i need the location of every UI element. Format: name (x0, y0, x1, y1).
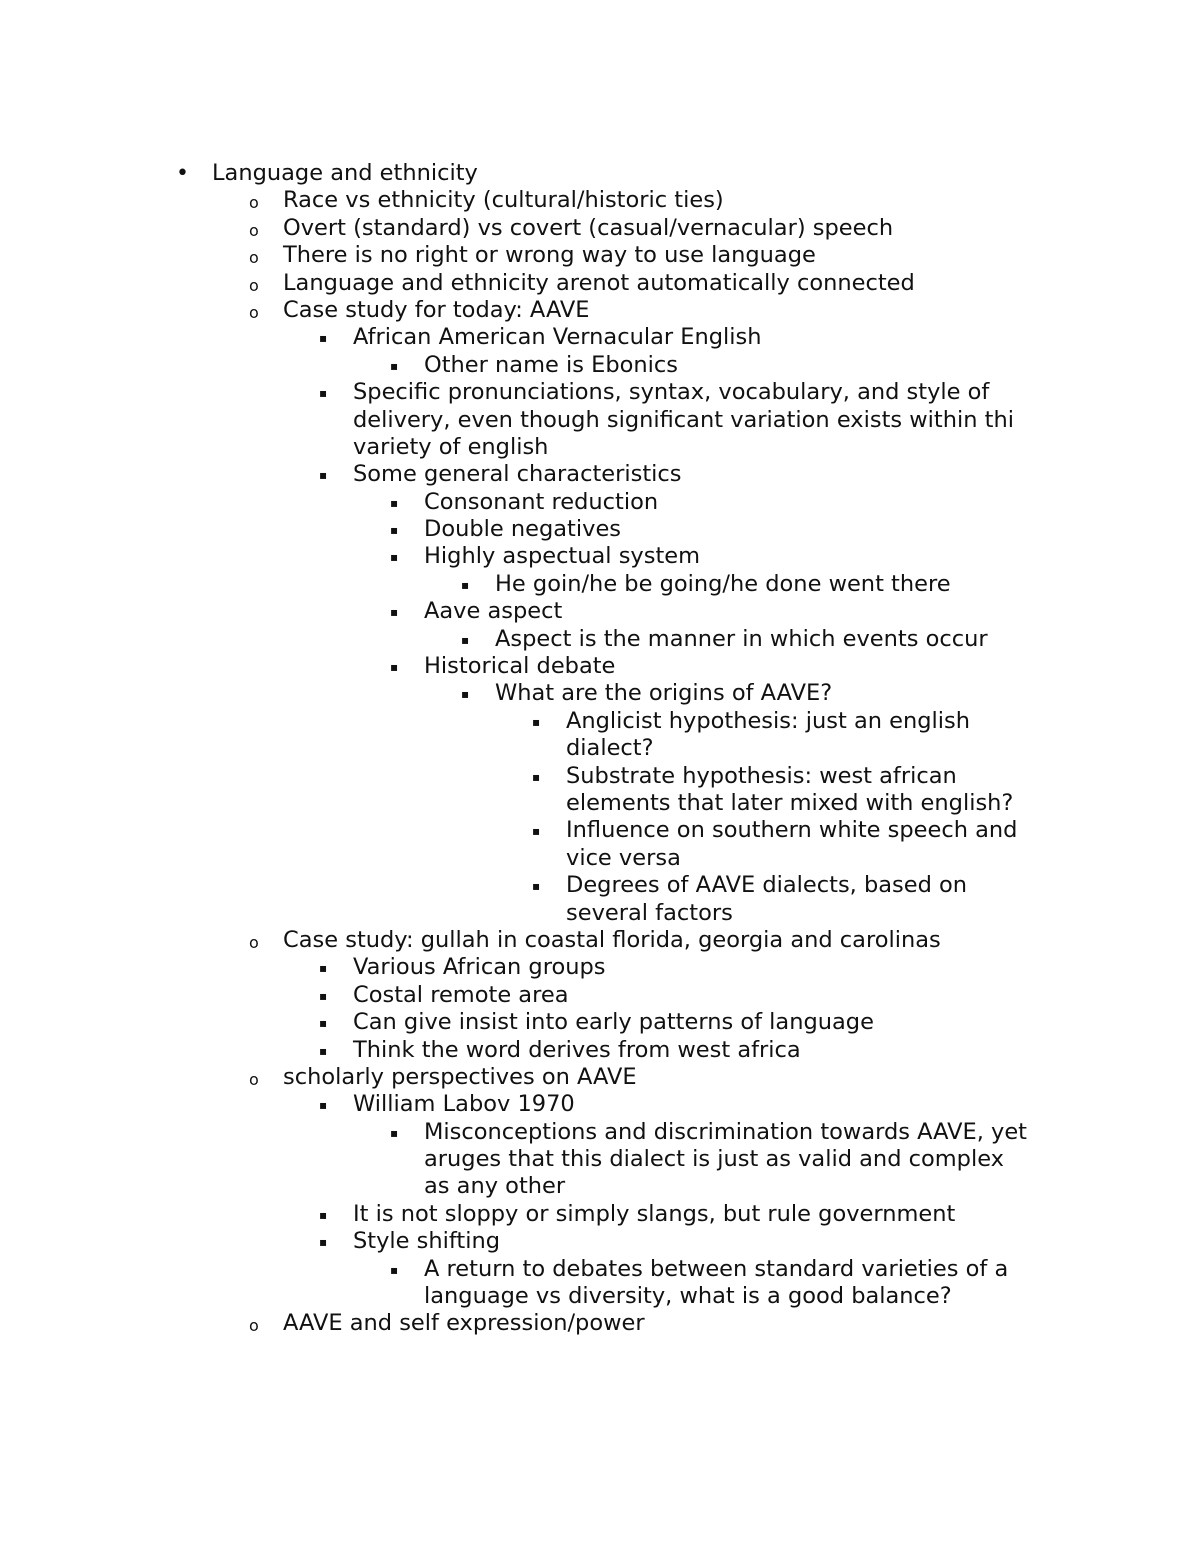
list-item (0, 708, 1200, 735)
list-item-text: Think the word derives from west africa (353, 1036, 801, 1063)
list-item-text: A return to debates between standard varieties of a (424, 1255, 1009, 1282)
bullet-marker: o (249, 275, 259, 295)
bullet-marker: ▪ (319, 331, 328, 346)
list-item (0, 763, 1200, 790)
list-item-text: Influence on southern white speech and (566, 817, 1018, 844)
list-item-text: delivery, even though significant variation exists within thi (353, 406, 1015, 433)
bullet-marker: ▪ (390, 523, 399, 538)
bullet-marker: o (249, 248, 259, 268)
bullet-marker: ▪ (319, 1016, 328, 1031)
list-item (0, 352, 1200, 379)
bullet-marker: ▪ (319, 468, 328, 483)
list-item-text: Race vs ethnicity (cultural/historic ties) (283, 187, 724, 214)
list-item (0, 571, 1200, 598)
bullet-marker: ▪ (390, 550, 399, 565)
bullet-marker: ▪ (390, 660, 399, 675)
bullet-marker: ▪ (390, 605, 399, 620)
bullet-marker: • (176, 161, 189, 186)
list-item (0, 1228, 1200, 1255)
list-item-text: Can give insist into early patterns of language (353, 1009, 874, 1036)
list-item-text: Consonant reduction (424, 488, 659, 515)
list-item-text: Overt (standard) vs covert (casual/vernacular) speech (283, 214, 894, 241)
list-item-text: Double negatives (424, 516, 622, 543)
bullet-marker: o (249, 193, 259, 213)
list-item-text: scholarly perspectives on AAVE (283, 1063, 637, 1090)
list-item-text: Various African groups (353, 954, 606, 981)
bullet-marker: ▪ (390, 495, 399, 510)
list-item (0, 1091, 1200, 1118)
list-item-text: African American Vernacular English (353, 324, 762, 351)
list-item (0, 1256, 1200, 1283)
list-item (0, 270, 1200, 297)
list-item-text: as any other (424, 1173, 566, 1200)
list-item (0, 680, 1200, 707)
list-item-text: several factors (566, 899, 733, 926)
list-item-continuation (0, 845, 1200, 872)
list-item-text: Degrees of AAVE dialects, based on (566, 872, 968, 899)
bullet-marker: ▪ (390, 1125, 399, 1140)
bullet-marker: ▪ (532, 879, 541, 894)
list-item-continuation (0, 407, 1200, 434)
list-item (0, 379, 1200, 406)
bullet-marker: ▪ (319, 961, 328, 976)
bullet-marker: o (249, 220, 259, 240)
bullet-marker: ▪ (319, 1043, 328, 1058)
list-item-continuation (0, 735, 1200, 762)
bullet-marker: ▪ (319, 988, 328, 1003)
list-item-text: variety of english (353, 433, 549, 460)
list-item (0, 954, 1200, 981)
list-item-text: Substrate hypothesis: west african (566, 762, 957, 789)
list-item-text: AAVE and self expression/power (283, 1310, 645, 1337)
list-item (0, 1119, 1200, 1146)
list-item-continuation (0, 900, 1200, 927)
list-item-continuation (0, 1173, 1200, 1200)
list-item-text: Specific pronunciations, syntax, vocabulary, and style of (353, 379, 990, 406)
list-item-text: There is no right or wrong way to use language (283, 242, 816, 269)
bullet-marker: ▪ (319, 1098, 328, 1113)
list-item-text: Case study: gullah in coastal florida, georgia and carolinas (283, 926, 941, 953)
list-item (0, 872, 1200, 899)
bullet-marker: o (249, 1069, 259, 1089)
list-item-text: Historical debate (424, 653, 616, 680)
list-item-text: Highly aspectual system (424, 543, 701, 570)
list-item-text: He goin/he be going/he done went there (495, 570, 951, 597)
list-item-text: Some general characteristics (353, 461, 682, 488)
list-item (0, 215, 1200, 242)
list-item-continuation (0, 434, 1200, 461)
bullet-marker: ▪ (461, 632, 470, 647)
list-item (0, 1201, 1200, 1228)
list-item (0, 982, 1200, 1009)
list-item-text: Language and ethnicity (212, 160, 478, 186)
bullet-marker: ▪ (319, 386, 328, 401)
list-item-text: Style shifting (353, 1228, 501, 1255)
list-item-continuation (0, 1283, 1200, 1310)
list-item (0, 1310, 1200, 1337)
list-item-text: Aspect is the manner in which events occur (495, 625, 988, 652)
list-item-text: language vs diversity, what is a good balance? (424, 1283, 952, 1310)
list-item-text: elements that later mixed with english? (566, 789, 1014, 816)
list-item-text: Costal remote area (353, 981, 569, 1008)
bullet-marker: ▪ (390, 1262, 399, 1277)
bullet-marker: o (249, 302, 259, 322)
list-item (0, 543, 1200, 570)
bullet-marker: ▪ (461, 687, 470, 702)
list-item (0, 297, 1200, 324)
bullet-marker: ▪ (532, 714, 541, 729)
list-item-text: It is not sloppy or simply slangs, but rule government (353, 1200, 956, 1227)
bullet-marker: ▪ (532, 769, 541, 784)
list-item (0, 324, 1200, 351)
list-item-text: Misconceptions and discrimination towards AAVE, yet (424, 1118, 1027, 1145)
bullet-marker: ▪ (390, 358, 399, 373)
list-item (0, 489, 1200, 516)
list-item (0, 653, 1200, 680)
list-item (0, 1037, 1200, 1064)
list-item (0, 242, 1200, 269)
document-page (0, 160, 1200, 1338)
list-item-text: dialect? (566, 735, 654, 762)
list-item-text: William Labov 1970 (353, 1091, 575, 1118)
list-item (0, 598, 1200, 625)
list-item-text: Other name is Ebonics (424, 351, 678, 378)
bullet-marker: ▪ (319, 1207, 328, 1222)
bullet-marker: ▪ (319, 1235, 328, 1250)
list-item-text: Case study for today: AAVE (283, 296, 590, 323)
list-item (0, 516, 1200, 543)
bullet-marker: o (249, 932, 259, 952)
list-item (0, 187, 1200, 214)
list-item (0, 1064, 1200, 1091)
list-item-continuation (0, 790, 1200, 817)
list-item-text: vice versa (566, 844, 681, 871)
list-item (0, 1009, 1200, 1036)
list-item (0, 626, 1200, 653)
list-item-text: aruges that this dialect is just as valid and complex (424, 1146, 1004, 1173)
list-item (0, 817, 1200, 844)
list-item-continuation (0, 1146, 1200, 1173)
bullet-marker: ▪ (461, 577, 470, 592)
bullet-marker: o (249, 1316, 259, 1336)
bullet-marker: ▪ (532, 824, 541, 839)
list-item-text: Anglicist hypothesis: just an english (566, 707, 971, 734)
list-item (0, 927, 1200, 954)
list-item (0, 160, 1200, 187)
list-item (0, 461, 1200, 488)
list-item-text: What are the origins of AAVE? (495, 680, 833, 707)
list-item-text: Language and ethnicity arenot automatically connected (283, 269, 915, 296)
list-item-text: Aave aspect (424, 598, 563, 625)
